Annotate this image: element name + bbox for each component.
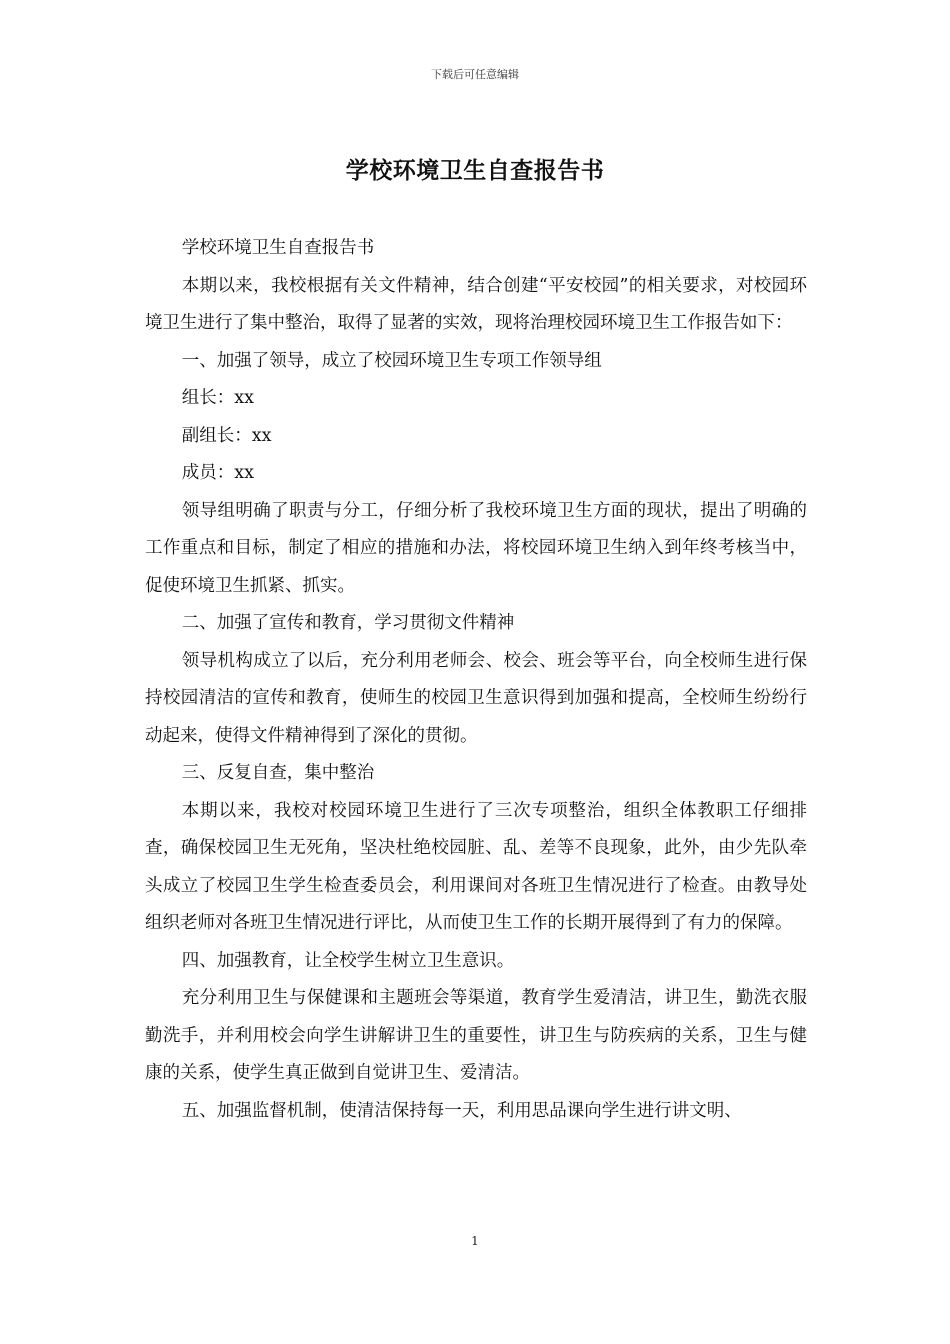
paragraph-section-2-body: 领导机构成立了以后，充分利用老师会、校会、班会等平台，向全校师生进行保持校园清洁的宣传和教育，使师生的校园卫生意识得到加强和提高，全校师生纷纷行动起来，使得文件精神得到了深化的贯彻。 bbox=[145, 650, 807, 746]
section-heading-1: 一、加强了领导，成立了校园环境卫生专项工作领导组 bbox=[181, 350, 602, 371]
paragraph-subtitle: 学校环境卫生自查报告书 bbox=[181, 238, 375, 258]
member-members: 成员：xx bbox=[181, 463, 254, 483]
paragraph-intro: 本期以来，我校根据有关文件精神，结合创建“平安校园”的相关要求，对校园环境卫生进行了集中整治，取得了显著的实效，现将治理校园环境卫生工作报告如下： bbox=[145, 275, 807, 333]
header-note: 下载后可任意编辑 bbox=[431, 68, 519, 81]
section-heading-3: 三、反复自查，集中整治 bbox=[181, 763, 375, 783]
paragraph-section-3-body: 本期以来，我校对校园环境卫生进行了三次专项整治，组织全体教职工仔细排查，确保校园卫生无死角，坚决杜绝校园脏、乱、差等不良现象，此外，由少先队牵头成立了校园卫生学生检查委员会，利用课间对各班卫生情况进行了检查。由教导处组织老师对各班卫生情况进行评比，从而使卫生工作的长期开展得到了有力的保障。 bbox=[145, 800, 807, 933]
section-heading-2: 二、加强了宣传和教育，学习贯彻文件精神 bbox=[181, 613, 515, 633]
paragraph-section-4-body: 充分利用卫生与保健课和主题班会等渠道，教育学生爱清洁，讲卫生，勤洗衣服勤洗手，并利用校会向学生讲解讲卫生的重要性，讲卫生与防疾病的关系，卫生与健康的关系，使学生真正做到自觉讲卫生、爱清洁。 bbox=[145, 988, 807, 1083]
member-leader: 组长：xx bbox=[181, 388, 254, 408]
section-heading-4: 四、加强教育，让全校学生树立卫生意识。 bbox=[181, 950, 515, 971]
document-body bbox=[145, 230, 807, 1130]
page-number: 1 bbox=[471, 1234, 479, 1248]
section-heading-5: 五、加强监督机制，使清洁保持每一天，利用思品课向学生进行讲文明、 bbox=[181, 1100, 742, 1121]
paragraph-section-1-body: 领导组明确了职责与分工，仔细分析了我校环境卫生方面的现状，提出了明确的工作重点和目标，制定了相应的措施和办法，将校园环境卫生纳入到年终考核当中，促使环境卫生抓紧、抓实。 bbox=[145, 500, 807, 596]
member-deputy-leader: 副组长：xx bbox=[181, 425, 272, 446]
document-title: 学校环境卫生自查报告书 bbox=[345, 157, 605, 184]
